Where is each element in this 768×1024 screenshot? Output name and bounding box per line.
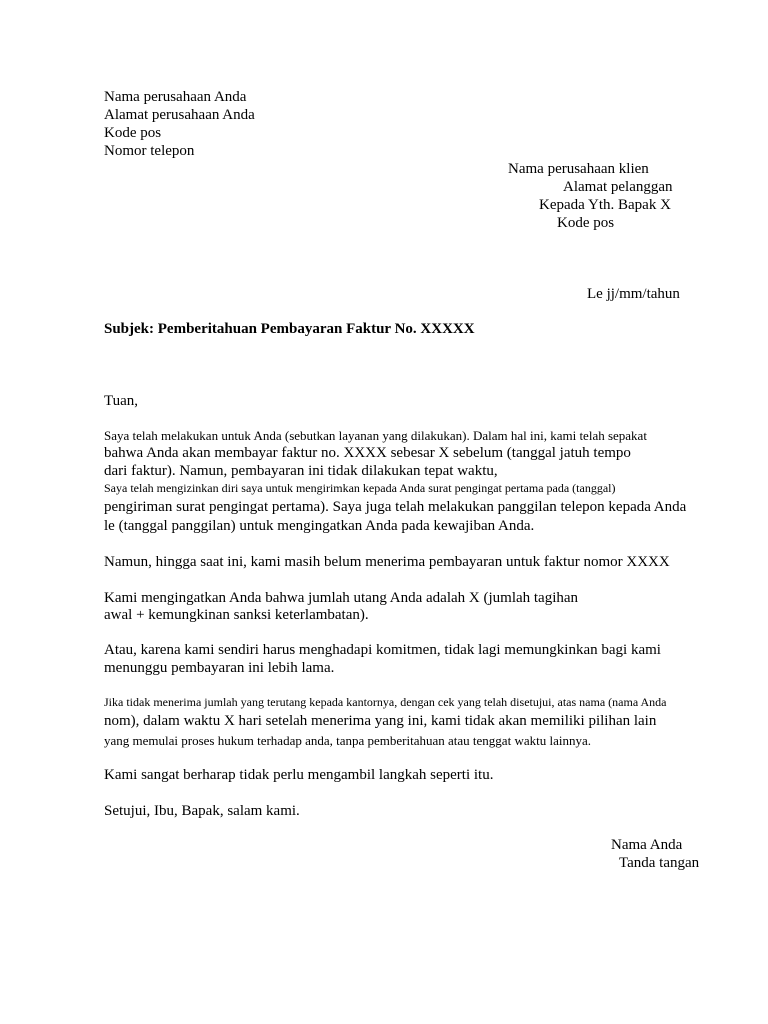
signature-label: Tanda tangan	[619, 855, 700, 871]
recipient-postal-code: Kode pos	[557, 215, 615, 231]
paragraph-4-line: menunggu pembayaran ini lebih lama.	[104, 660, 335, 676]
recipient-address: Alamat pelanggan	[563, 179, 673, 195]
paragraph-1-line: le (tanggal panggilan) untuk mengingatkan Anda pada kewajiban Anda.	[104, 518, 535, 534]
paragraph-5-line: nom), dalam waktu X hari setelah menerima yang ini, kami tidak akan memiliki pilihan lain	[104, 713, 657, 729]
paragraph-1-line: dari faktur). Namun, pembayaran ini tidak dilakukan tepat waktu,	[104, 463, 498, 479]
sender-postal-code: Kode pos	[104, 125, 162, 141]
letter-date: Le jj/mm/tahun	[587, 286, 680, 302]
paragraph-1-line: pengiriman surat pengingat pertama). Saya juga telah melakukan panggilan telepon kepada Anda	[104, 499, 687, 515]
paragraph-1-line: Saya telah melakukan untuk Anda (sebutkan layanan yang dilakukan). Dalam hal ini, kami telah sepakat	[104, 428, 647, 443]
signature-name: Nama Anda	[611, 837, 683, 853]
paragraph-4-line: Atau, karena kami sendiri harus menghadapi komitmen, tidak lagi memungkinkan bagi kami	[104, 642, 661, 658]
letter-subject: Subjek: Pemberitahuan Pembayaran Faktur No. XXXXX	[104, 321, 475, 337]
paragraph-6: Kami sangat berharap tidak perlu mengambil langkah seperti itu.	[104, 767, 494, 783]
paragraph-5-line: yang memulai proses hukum terhadap anda, tanpa pemberitahuan atau tenggat waktu lainnya.	[104, 733, 591, 748]
letter-salutation: Tuan,	[104, 393, 139, 409]
paragraph-3-line: Kami mengingatkan Anda bahwa jumlah utang Anda adalah X (jumlah tagihan	[104, 590, 579, 606]
sender-address: Alamat perusahaan Anda	[104, 107, 255, 123]
sender-company: Nama perusahaan Anda	[104, 89, 247, 105]
paragraph-1-line: bahwa Anda akan membayar faktur no. XXXX sebesar X sebelum (tanggal jatuh tempo	[104, 445, 631, 461]
letter-closing: Setujui, Ibu, Bapak, salam kami.	[104, 803, 300, 819]
paragraph-1-line: Saya telah mengizinkan diri saya untuk mengirimkan kepada Anda surat pengingat pertama pada (tanggal)	[104, 481, 616, 495]
paragraph-2: Namun, hingga saat ini, kami masih belum menerima pembayaran untuk faktur nomor XXXX	[104, 554, 670, 570]
paragraph-5-line: Jika tidak menerima jumlah yang terutang kepada kantornya, dengan cek yang telah disetujui, atas nama (nama Anda	[104, 695, 667, 709]
sender-phone: Nomor telepon	[104, 143, 195, 159]
paragraph-3-line: awal + kemungkinan sanksi keterlambatan).	[104, 607, 369, 623]
recipient-company: Nama perusahaan klien	[508, 161, 649, 177]
recipient-attention: Kepada Yth. Bapak X	[539, 197, 671, 213]
